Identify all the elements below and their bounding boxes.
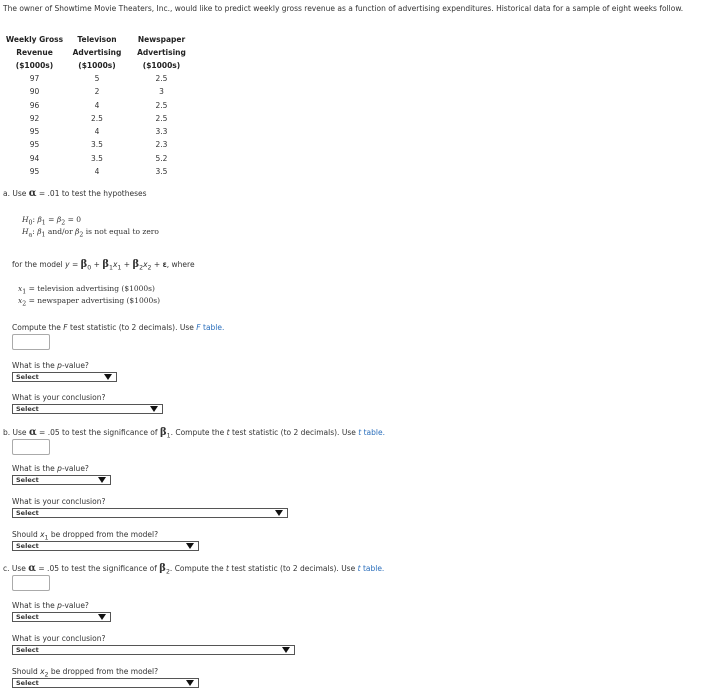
chevron-down-icon [275,510,283,516]
part-c-prompt: c. Use α = .05 to test the significance of $\beta_2$. Compute the t test statistic (to 2 decimals). Use t table. [3,563,385,576]
f-statistic-input[interactable] [12,334,50,350]
model-text: for the model $y = \beta_0 + \beta_1x_1 + \beta_2x_2 + \varepsilon$, where [12,259,195,272]
table-header: Newspaper [137,35,186,44]
table-cell: 2.3 [155,140,168,150]
c-drop-select[interactable]: Select [12,678,199,688]
b-conclusion-select[interactable]: Select [12,508,288,518]
table-row [3,99,195,112]
table-cell: 3.5 [91,140,103,150]
table-header-row-1 [3,33,195,46]
table-row [3,85,195,98]
f-table-link[interactable]: F table. [196,323,225,332]
b-t-statistic-input[interactable] [12,439,50,455]
chevron-down-icon [98,477,106,483]
x1-definition: $x_1$ = television advertising ($1000s) [18,284,155,296]
c-pvalue-question: What is the p-value? [12,601,89,610]
table-cell: 97 [29,74,40,83]
b-drop-question: Should $x_1$ be dropped from the model? [12,530,159,542]
part-b-prompt: b. Use α = .05 to test the significance of $\beta_1$. Compute the t test statistic (to 2 decimals). Use t table. [3,427,385,440]
table-header-row-2 [3,46,195,59]
table-header: Televison [77,35,117,44]
table-row [3,112,195,125]
table-cell: 94 [29,153,40,163]
chevron-down-icon [186,680,194,686]
table-cell: 2.5 [91,113,103,123]
c-conclusion-select[interactable]: Select [12,645,295,655]
t-table-link[interactable]: t table. [357,564,385,573]
a-conclusion-select[interactable]: Select [12,404,163,414]
table-cell: 5 [94,74,100,83]
problem-intro: The owner of Showtime Movie Theaters, Inc., would like to predict weekly gross revenue as a function of advertising expenditures. Historical data for a sample of eight weeks follow. [3,4,684,13]
table-cell: 4 [94,167,100,177]
table-cell: 95 [29,140,40,150]
alpha-symbol: α [28,563,36,574]
table-cell: 2.5 [155,100,168,110]
b-pvalue-question: What is the p-value? [12,464,89,473]
chevron-down-icon [104,374,112,380]
table-header: Advertising [137,48,186,57]
table-row [3,165,195,178]
table-header: ($1000s) [142,61,181,70]
table-row [3,72,195,85]
table-cell: 4 [94,100,100,110]
chevron-down-icon [186,543,194,549]
a-conclusion-question: What is your conclusion? [12,393,106,402]
alternative-hypothesis: $H_a$: $\beta_1$ and/or $\beta_2$ is not equal to zero [22,227,159,239]
table-header: Weekly Gross [5,35,64,44]
alpha-symbol: α [28,427,37,438]
table-cell: 2.5 [155,113,168,123]
b-drop-select[interactable]: Select [12,541,199,551]
b-conclusion-question: What is your conclusion? [12,497,106,506]
f-compute-prompt: Compute the F test statistic (to 2 decimals). Use F table. [12,323,225,332]
table-cell: 96 [29,100,40,110]
table-cell: 95 [29,167,40,177]
table-cell: 95 [29,127,40,137]
part-a-prompt: a. Use α = .01 to test the hypotheses [3,188,147,199]
c-conclusion-question: What is your conclusion? [12,634,106,643]
chevron-down-icon [282,647,290,653]
table-cell: 2.5 [155,74,168,83]
x2-definition: $x_2$ = newspaper advertising ($1000s) [18,296,161,308]
table-row [3,152,195,165]
table-cell: 90 [29,87,40,97]
table-cell: 4 [94,127,100,137]
null-hypothesis: $H_0$: $\beta_1 = \beta_2 = 0$ [22,215,82,227]
alpha-symbol: α [28,188,37,199]
table-cell: 3.5 [155,167,168,177]
table-cell: 3.3 [155,127,168,137]
table-cell: 3.5 [91,153,103,163]
chevron-down-icon [98,614,106,620]
table-header: Revenue [16,48,53,57]
t-table-link[interactable]: t table. [358,428,385,437]
table-row [3,125,195,138]
a-pvalue-select[interactable]: Select [12,372,117,382]
table-row [3,138,195,151]
table-cell: 3 [159,87,164,97]
table-header-row-3 [3,59,195,72]
data-table [3,33,195,178]
chevron-down-icon [150,406,158,412]
table-header: Advertising [72,48,122,57]
table-cell: 92 [29,113,40,123]
c-drop-question: Should $x_2$ be dropped from the model? [12,667,159,679]
table-header: ($1000s) [78,61,116,70]
c-pvalue-select[interactable]: Select [12,612,111,622]
a-pvalue-question: What is the p-value? [12,361,89,370]
b-pvalue-select[interactable]: Select [12,475,111,485]
table-cell: 2 [94,87,100,97]
c-t-statistic-input[interactable] [12,575,50,591]
table-header: ($1000s) [15,61,54,70]
table-cell: 5.2 [155,153,168,163]
